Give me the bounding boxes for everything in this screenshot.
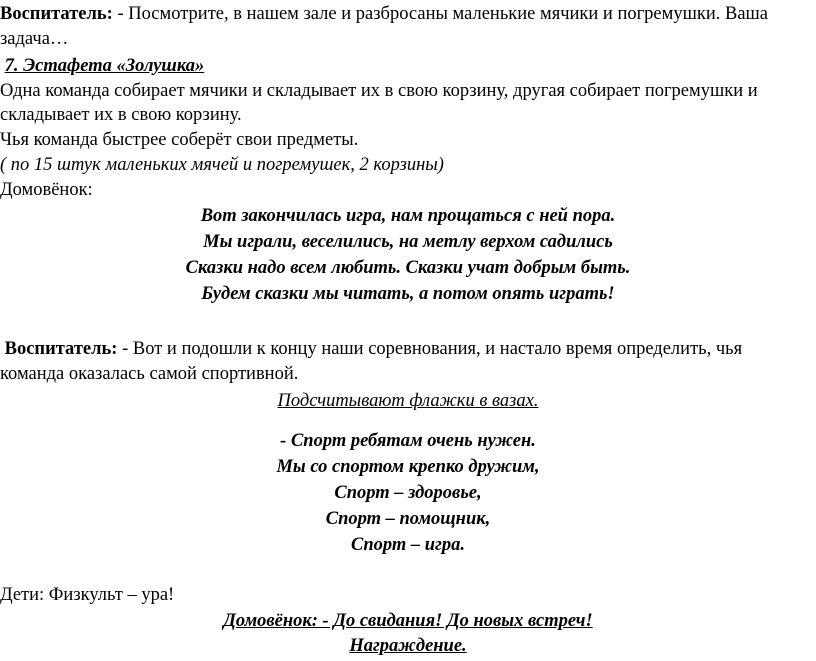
relay-description-line2: складывает их в свою корзину. [0,105,242,125]
paragraph-teacher-intro-line1 [0,2,816,26]
speaker-label: Воспитатель: [4,339,118,359]
paragraph-teacher-results-line1 [0,337,816,361]
poem2-line: Спорт – помощник, [325,509,491,529]
award-line [0,634,816,658]
relay-question: Чья команда быстрее соберёт свои предметы. [0,130,359,150]
relay-description-line1: Одна команда собирает мячики и складывает их в свою корзину, другая собирает погремушки и [0,81,758,101]
poem1-line: Будем сказки мы читать, а потом опять играть! [201,284,615,304]
relay-heading-line [0,54,816,78]
poem2-line: Спорт – игра. [350,535,466,555]
paragraph-teacher-intro-line2: задача… [0,29,69,49]
farewell-line [0,609,816,633]
relay-note: ( по 15 штук маленьких мячей и погремушек, 2 корзины) [0,155,444,175]
counting-note: Подсчитывают флажки в вазах. [277,391,539,411]
poem1-line: Мы играли, веселились, на метлу верхом садились [203,232,613,252]
counting-note-line [0,389,816,413]
poem2-line: Мы со спортом крепко дружим, [276,457,540,477]
poem1-line: Вот закончилась игра, нам прощаться с ней пора. [200,206,616,226]
award-text: Награждение. [349,636,467,656]
farewell-text: Домовёнок: - До свидания! До новых встреч! [223,611,593,631]
poem2-line: Спорт – здоровье, [334,483,482,503]
relay-heading: 7. Эстафета «Золушка» [4,56,205,76]
kids-line: Дети: Физкульт – ура! [0,585,175,605]
paragraph-text: - Вот и подошли к концу наши соревнования, и настало время определить, чья [117,339,743,359]
domovenok-label: Домовёнок: [0,180,93,200]
speaker-label: Воспитатель: [0,4,113,24]
paragraph-text: - Посмотрите, в нашем зале и разбросаны маленькие мячики и погремушки. Ваша [112,4,768,24]
poem2-line: - Спорт ребятам очень нужен. [280,431,536,451]
paragraph-teacher-results-line2: команда оказалась самой спортивной. [0,364,299,384]
poem1-line: Сказки надо всем любить. Сказки учат добрым быть. [185,258,631,278]
